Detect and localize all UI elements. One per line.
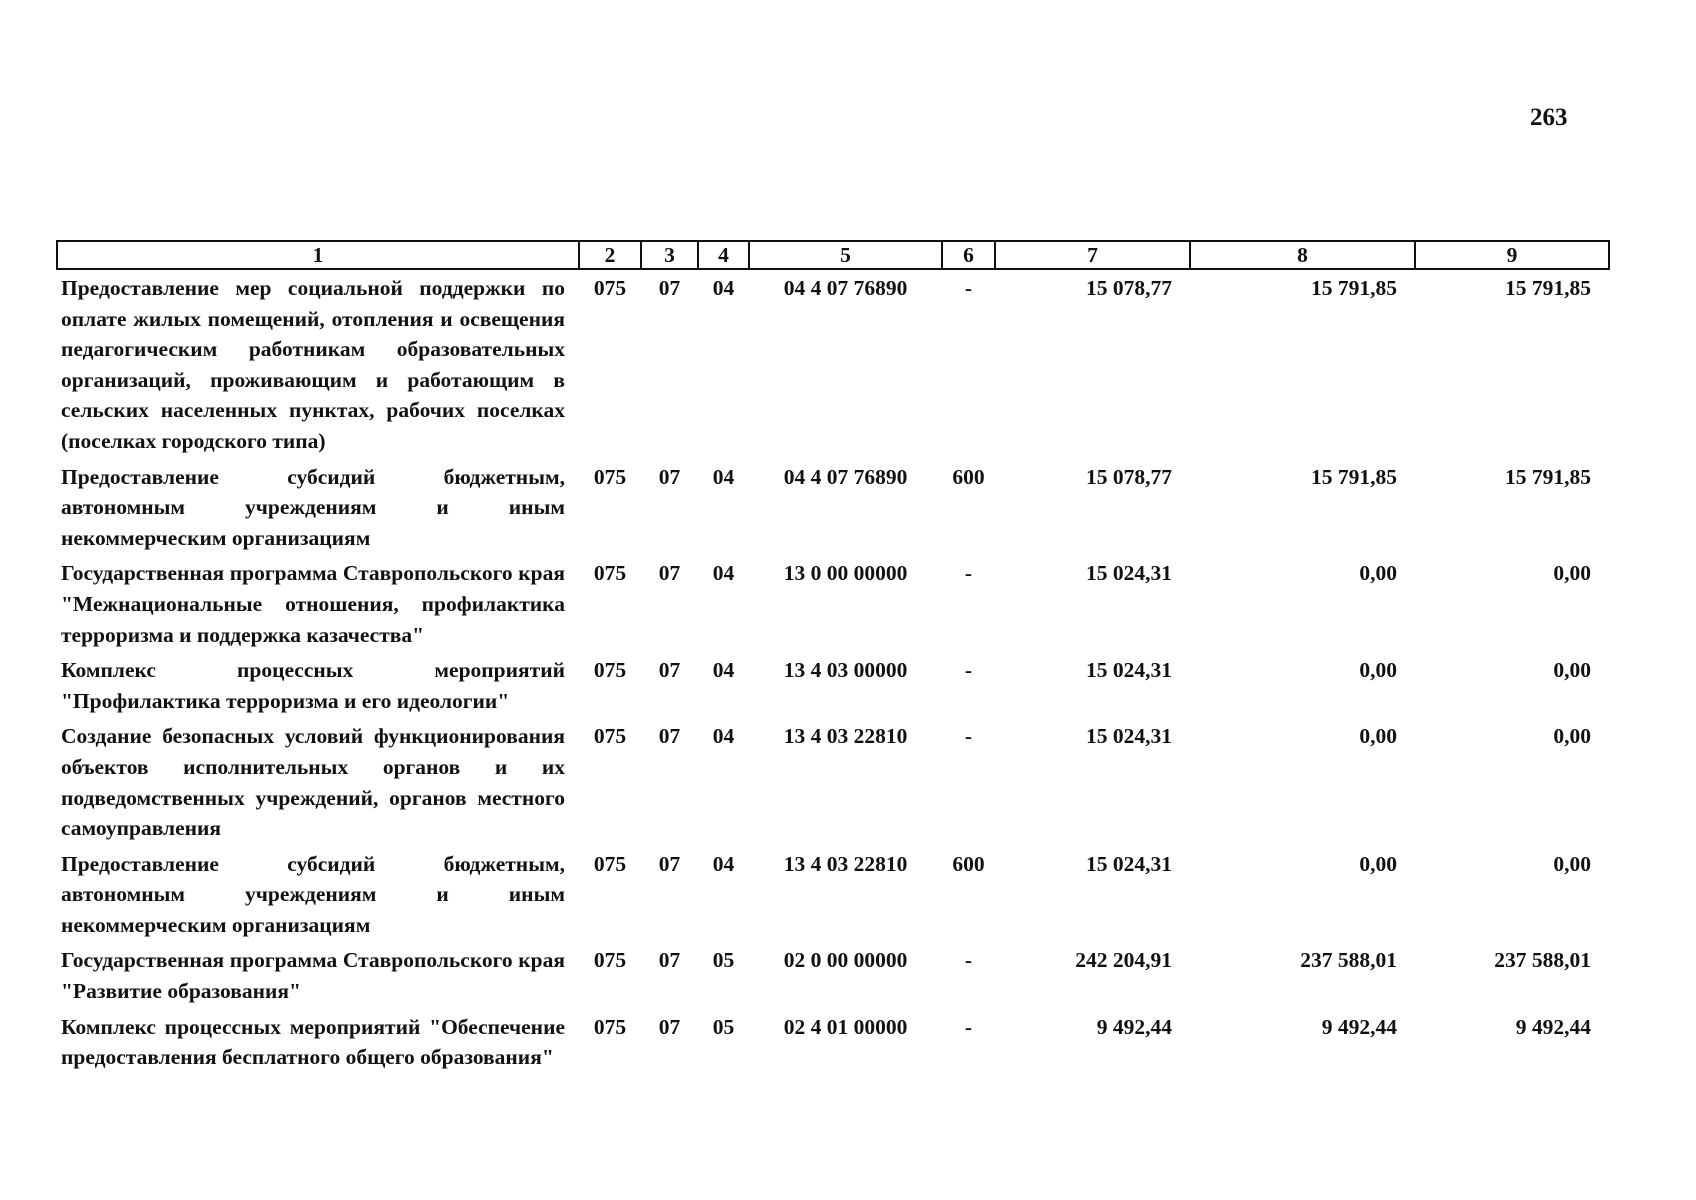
header-row <box>57 241 1609 269</box>
cell-col7: 15 024,31 <box>1086 851 1172 876</box>
table-row <box>57 269 1609 459</box>
header-cell: 2 <box>579 241 641 269</box>
cell-col5: 02 0 00 00000 <box>783 948 908 973</box>
cell-col5: 13 4 03 22810 <box>783 724 908 749</box>
cell-col2: 075 <box>593 948 627 973</box>
cell-col8: 15 791,85 <box>1311 276 1397 300</box>
cell-col4: 04 <box>712 464 735 489</box>
cell-col9: 0,00 <box>1553 724 1591 749</box>
row-name: Государственная программа Ставропольского края "Развитие образования" <box>61 948 565 1004</box>
cell-col8: 0,00 <box>1359 724 1397 749</box>
cell-col3: 07 <box>658 851 681 876</box>
cell-col3: 07 <box>658 1014 681 1039</box>
cell-col9: 15 791,85 <box>1505 276 1591 300</box>
header-cell: 3 <box>641 241 698 269</box>
cell-col4: 04 <box>712 561 735 586</box>
cell-col5: 13 4 03 00000 <box>783 658 908 683</box>
row-name: Предоставление субсидий бюджетным, автономным учреждениям и иным некоммерческим организациям <box>61 464 565 550</box>
cell-col4: 05 <box>712 1014 735 1039</box>
cell-col9: 237 588,01 <box>1494 948 1591 973</box>
table-row <box>57 1009 1609 1075</box>
row-name: Создание безопасных условий функционирования объектов исполнительных органов и их подведомственных учреждений, органов местного самоуправления <box>61 724 565 841</box>
cell-col6: 600 <box>952 464 985 489</box>
cell-col5: 04 4 07 76890 <box>783 276 908 300</box>
header-cell: 8 <box>1190 241 1415 269</box>
table-row <box>57 942 1609 1008</box>
cell-col3: 07 <box>658 658 681 683</box>
table-row <box>57 718 1609 845</box>
cell-col8: 9 492,44 <box>1321 1014 1397 1039</box>
row-name: Комплекс процессных мероприятий "Профилактика терроризма и его идеологии" <box>61 658 565 713</box>
cell-col2: 075 <box>593 464 627 489</box>
table-body <box>57 269 1609 1075</box>
cell-col4: 05 <box>712 948 735 973</box>
cell-col2: 075 <box>593 851 627 876</box>
cell-col2: 075 <box>593 658 627 683</box>
cell-col6: - <box>964 948 973 973</box>
cell-col5: 04 4 07 76890 <box>783 464 908 489</box>
header-cell: 5 <box>749 241 942 269</box>
cell-col7: 15 024,31 <box>1086 724 1172 749</box>
header-cell: 6 <box>942 241 995 269</box>
table-row <box>57 555 1609 652</box>
cell-col6: - <box>964 658 973 683</box>
cell-col5: 13 4 03 22810 <box>783 851 908 876</box>
cell-col3: 07 <box>658 948 681 973</box>
cell-col5: 13 0 00 00000 <box>783 561 908 586</box>
row-name: Государственная программа Ставропольского края "Межнациональные отношения, профилактика терроризма и поддержка казачества" <box>61 561 565 647</box>
cell-col8: 0,00 <box>1359 658 1397 683</box>
cell-col2: 075 <box>593 724 627 749</box>
header-cell: 9 <box>1415 241 1609 269</box>
cell-col7: 15 024,31 <box>1086 658 1172 683</box>
cell-col3: 07 <box>658 561 681 586</box>
cell-col9: 9 492,44 <box>1515 1014 1591 1039</box>
cell-col2: 075 <box>593 276 627 300</box>
header-cell: 4 <box>698 241 749 269</box>
cell-col6: - <box>964 561 973 586</box>
table-row <box>57 652 1609 718</box>
header-cell: 7 <box>995 241 1190 269</box>
cell-col4: 04 <box>712 851 735 876</box>
budget-table <box>56 240 1610 1075</box>
cell-col9: 0,00 <box>1553 851 1591 876</box>
cell-col2: 075 <box>593 561 627 586</box>
header-cell: 1 <box>57 241 579 269</box>
cell-col3: 07 <box>658 276 681 300</box>
cell-col4: 04 <box>712 658 735 683</box>
cell-col5: 02 4 01 00000 <box>783 1014 908 1039</box>
cell-col9: 0,00 <box>1553 658 1591 683</box>
cell-col8: 0,00 <box>1359 561 1397 586</box>
cell-col8: 15 791,85 <box>1311 464 1397 489</box>
page-number: 263 <box>1530 104 1568 131</box>
cell-col7: 15 078,77 <box>1086 276 1172 300</box>
table-row <box>57 459 1609 556</box>
cell-col4: 04 <box>712 276 735 300</box>
cell-col7: 15 078,77 <box>1086 464 1172 489</box>
cell-col7: 9 492,44 <box>1096 1014 1172 1039</box>
cell-col3: 07 <box>658 724 681 749</box>
cell-col6: - <box>964 724 973 749</box>
table-header <box>57 241 1609 269</box>
cell-col7: 15 024,31 <box>1086 561 1172 586</box>
cell-col6: - <box>964 276 973 300</box>
cell-col3: 07 <box>658 464 681 489</box>
cell-col4: 04 <box>712 724 735 749</box>
cell-col8: 0,00 <box>1359 851 1397 876</box>
table-row <box>57 846 1609 943</box>
row-name: Комплекс процессных мероприятий "Обеспечение предоставления бесплатного общего образования" <box>61 1014 565 1070</box>
cell-col7: 242 204,91 <box>1075 948 1172 973</box>
cell-col6: - <box>964 1014 973 1039</box>
row-name: Предоставление субсидий бюджетным, автономным учреждениям и иным некоммерческим организациям <box>61 851 565 937</box>
cell-col8: 237 588,01 <box>1300 948 1397 973</box>
row-name: Предоставление мер социальной поддержки по оплате жилых помещений, отопления и освещения педагогическим работникам образовательных организаций, проживающим и работающим в сельских населенных пунктах, рабочих поселках (поселках городского типа) <box>61 276 565 453</box>
cell-col9: 15 791,85 <box>1505 464 1591 489</box>
cell-col6: 600 <box>952 851 985 876</box>
cell-col2: 075 <box>593 1014 627 1039</box>
cell-col9: 0,00 <box>1553 561 1591 586</box>
